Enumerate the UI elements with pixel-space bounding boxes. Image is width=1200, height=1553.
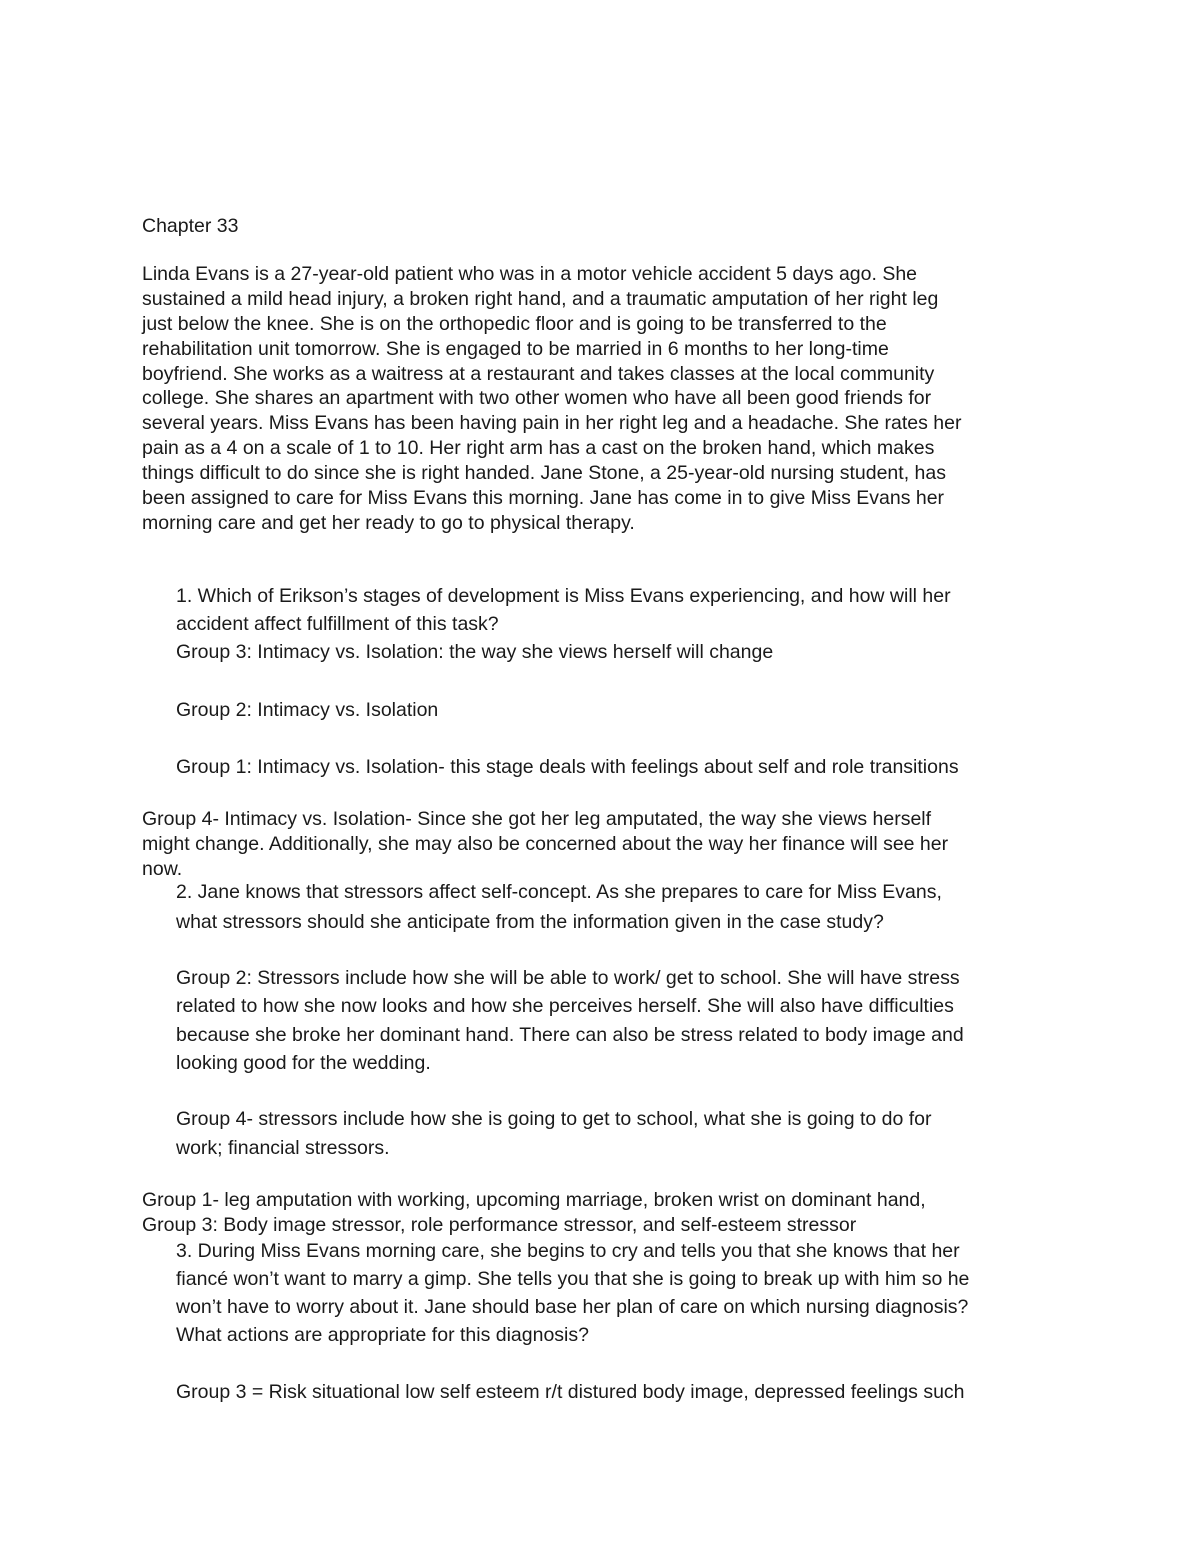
answer-group-2: Group 2: Stressors include how she will be able to work/ get to school. She will have stress <box>176 967 960 989</box>
paragraph-line: several years. Miss Evans has been having pain in her right leg and a headache. She rates her <box>142 412 962 434</box>
question-text: What actions are appropriate for this diagnosis? <box>176 1324 589 1346</box>
paragraph-line: boyfriend. She works as a waitress at a restaurant and takes classes at the local community <box>142 363 935 385</box>
question-text: won’t have to worry about it. Jane should base her plan of care on which nursing diagnosis? <box>176 1296 969 1318</box>
answer-group-2: related to how she now looks and how she perceives herself. She will also have difficulties <box>176 995 954 1017</box>
paragraph-line: things difficult to do since she is right handed. Jane Stone, a 25-year-old nursing student, has <box>142 462 946 484</box>
paragraph-line: sustained a mild head injury, a broken right hand, and a traumatic amputation of her right leg <box>142 288 939 310</box>
chapter-title: Chapter 33 <box>142 215 239 237</box>
question-text: accident affect fulfillment of this task? <box>176 613 499 635</box>
answer-group-4: Group 4- Intimacy vs. Isolation- Since she got her leg amputated, the way she views herself <box>142 808 932 830</box>
answer-group-4: might change. Additionally, she may also be concerned about the way her finance will see her <box>142 833 949 855</box>
question-text: fiancé won’t want to marry a gimp. She tells you that she is going to break up with him so he <box>176 1268 970 1290</box>
paragraph-line: rehabilitation unit tomorrow. She is engaged to be married in 6 months to her long-time <box>142 338 889 360</box>
paragraph-line: college. She shares an apartment with two other women who have all been good friends for <box>142 387 932 409</box>
answer-group-4: Group 4- stressors include how she is going to get to school, what she is going to do for <box>176 1108 932 1130</box>
answer-group-3: Group 3: Body image stressor, role performance stressor, and self-esteem stressor <box>142 1214 857 1236</box>
question-text: 1. Which of Erikson’s stages of development is Miss Evans experiencing, and how will her <box>176 585 951 607</box>
answer-group-3: Group 3: Intimacy vs. Isolation: the way she views herself will change <box>176 641 774 663</box>
question-text: 2. Jane knows that stressors affect self-concept. As she prepares to care for Miss Evans, <box>176 881 942 903</box>
paragraph-line: morning care and get her ready to go to physical therapy. <box>142 512 635 534</box>
answer-group-1: Group 1- leg amputation with working, upcoming marriage, broken wrist on dominant hand, <box>142 1189 926 1211</box>
answer-group-4: work; financial stressors. <box>176 1137 390 1159</box>
answer-group-4: now. <box>142 858 183 880</box>
paragraph-line: just below the knee. She is on the orthopedic floor and is going to be transferred to the <box>142 313 887 335</box>
question-text: what stressors should she anticipate from the information given in the case study? <box>176 911 884 933</box>
paragraph-line: been assigned to care for Miss Evans this morning. Jane has come in to give Miss Evans her <box>142 487 945 509</box>
answer-group-2: Group 2: Intimacy vs. Isolation <box>176 699 439 721</box>
answer-group-2: because she broke her dominant hand. There can also be stress related to body image and <box>176 1024 964 1046</box>
answer-group-2: looking good for the wedding. <box>176 1052 431 1074</box>
paragraph-line: Linda Evans is a 27-year-old patient who was in a motor vehicle accident 5 days ago. She <box>142 263 918 285</box>
answer-group-1: Group 1: Intimacy vs. Isolation- this stage deals with feelings about self and role transitions <box>176 756 959 778</box>
answer-group-3: Group 3 = Risk situational low self esteem r/t distured body image, depressed feelings such <box>176 1381 965 1403</box>
paragraph-line: pain as a 4 on a scale of 1 to 10. Her right arm has a cast on the broken hand, which makes <box>142 437 935 459</box>
question-text: 3. During Miss Evans morning care, she begins to cry and tells you that she knows that her <box>176 1240 960 1262</box>
